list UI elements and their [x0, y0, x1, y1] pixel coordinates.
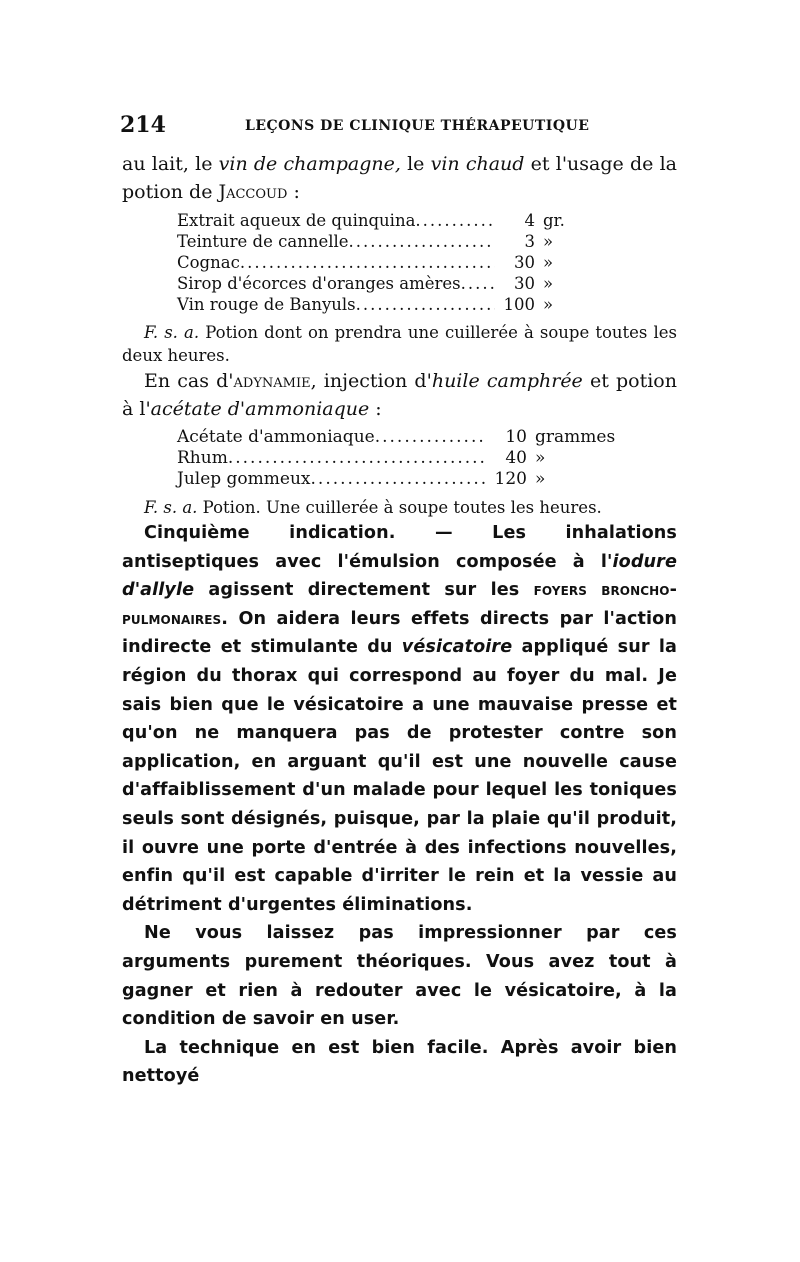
running-title: LEÇONS DE CLINIQUE THÉRAPEUTIQUE: [245, 118, 590, 134]
prescription-row: Rhum ..... 40 »: [177, 448, 597, 469]
prescription-note: F. s. a. Potion. Une cuillerée à soupe toutes les heures.: [144, 498, 602, 517]
prescription-row: Acétate d'ammoniaque ..... 10 grammes: [177, 427, 597, 448]
intro-paragraph: au lait, le vin de champagne, le vin chaud et l'usage de la potion de Jaccoud :: [122, 153, 677, 203]
page-body: [122, 150, 677, 1119]
arguments-paragraph: Ne vous laissez pas impressionner par ces arguments purement théoriques. Vous avez tout à gagner et rien à redouter avec le vésicatoire, à la condition de savoir en user.: [122, 923, 677, 1030]
prescription-row: Cognac ..... 30 »: [177, 252, 605, 273]
page-header: [120, 112, 680, 142]
page-number: 214: [120, 112, 166, 138]
prescription-ammoniaque: [177, 427, 616, 490]
adynamie-paragraph: En cas d'adynamie, injection d'huile camphrée et potion à l'acétate d'ammoniaque :: [122, 370, 677, 420]
prescription-note: F. s. a. Potion dont on prendra une cuillerée à soupe toutes les deux heures.: [122, 323, 677, 365]
prescription-row: Vin rouge de Banyuls ..... 100 »: [177, 294, 605, 315]
technique-paragraph: La technique en est bien facile. Après avoir bien nettoyé: [122, 1037, 677, 1087]
prescription-row: Julep gommeux ..... 120 »: [177, 469, 597, 490]
prescription-row: Extrait aqueux de quinquina ..... 4 gr.: [177, 210, 605, 231]
fifth-indication-paragraph: Cinquième indication. — Les inhalations antiseptiques avec l'émulsion composée à l'iodure d'allyle agissent directement sur les foyers broncho-pulmonaires. On aidera leurs effets directs par l'action indirecte et stimulante du vésicatoire appliqué sur la région du thorax qui correspond au foyer du mal. Je sais bien que le vésicatoire a une mauvaise presse et qu'on ne manquera pas de protester contre son application, en arguant qu'il est une nouvelle cause d'affaiblissement d'un malade pour lequel les toniques seuls sont désignés, puisque, par la plaie qu'il produit, il ouvre une porte d'entrée à des infections nouvelles, enfin qu'il est capable d'irriter le rein et la vessie au détriment d'urgentes éliminations.: [122, 523, 677, 915]
prescription-row: Sirop d'écorces d'oranges amères ..... 30 »: [177, 273, 605, 294]
prescription-jaccoud: [177, 210, 605, 315]
prescription-row: Teinture de cannelle ..... 3 »: [177, 231, 605, 252]
